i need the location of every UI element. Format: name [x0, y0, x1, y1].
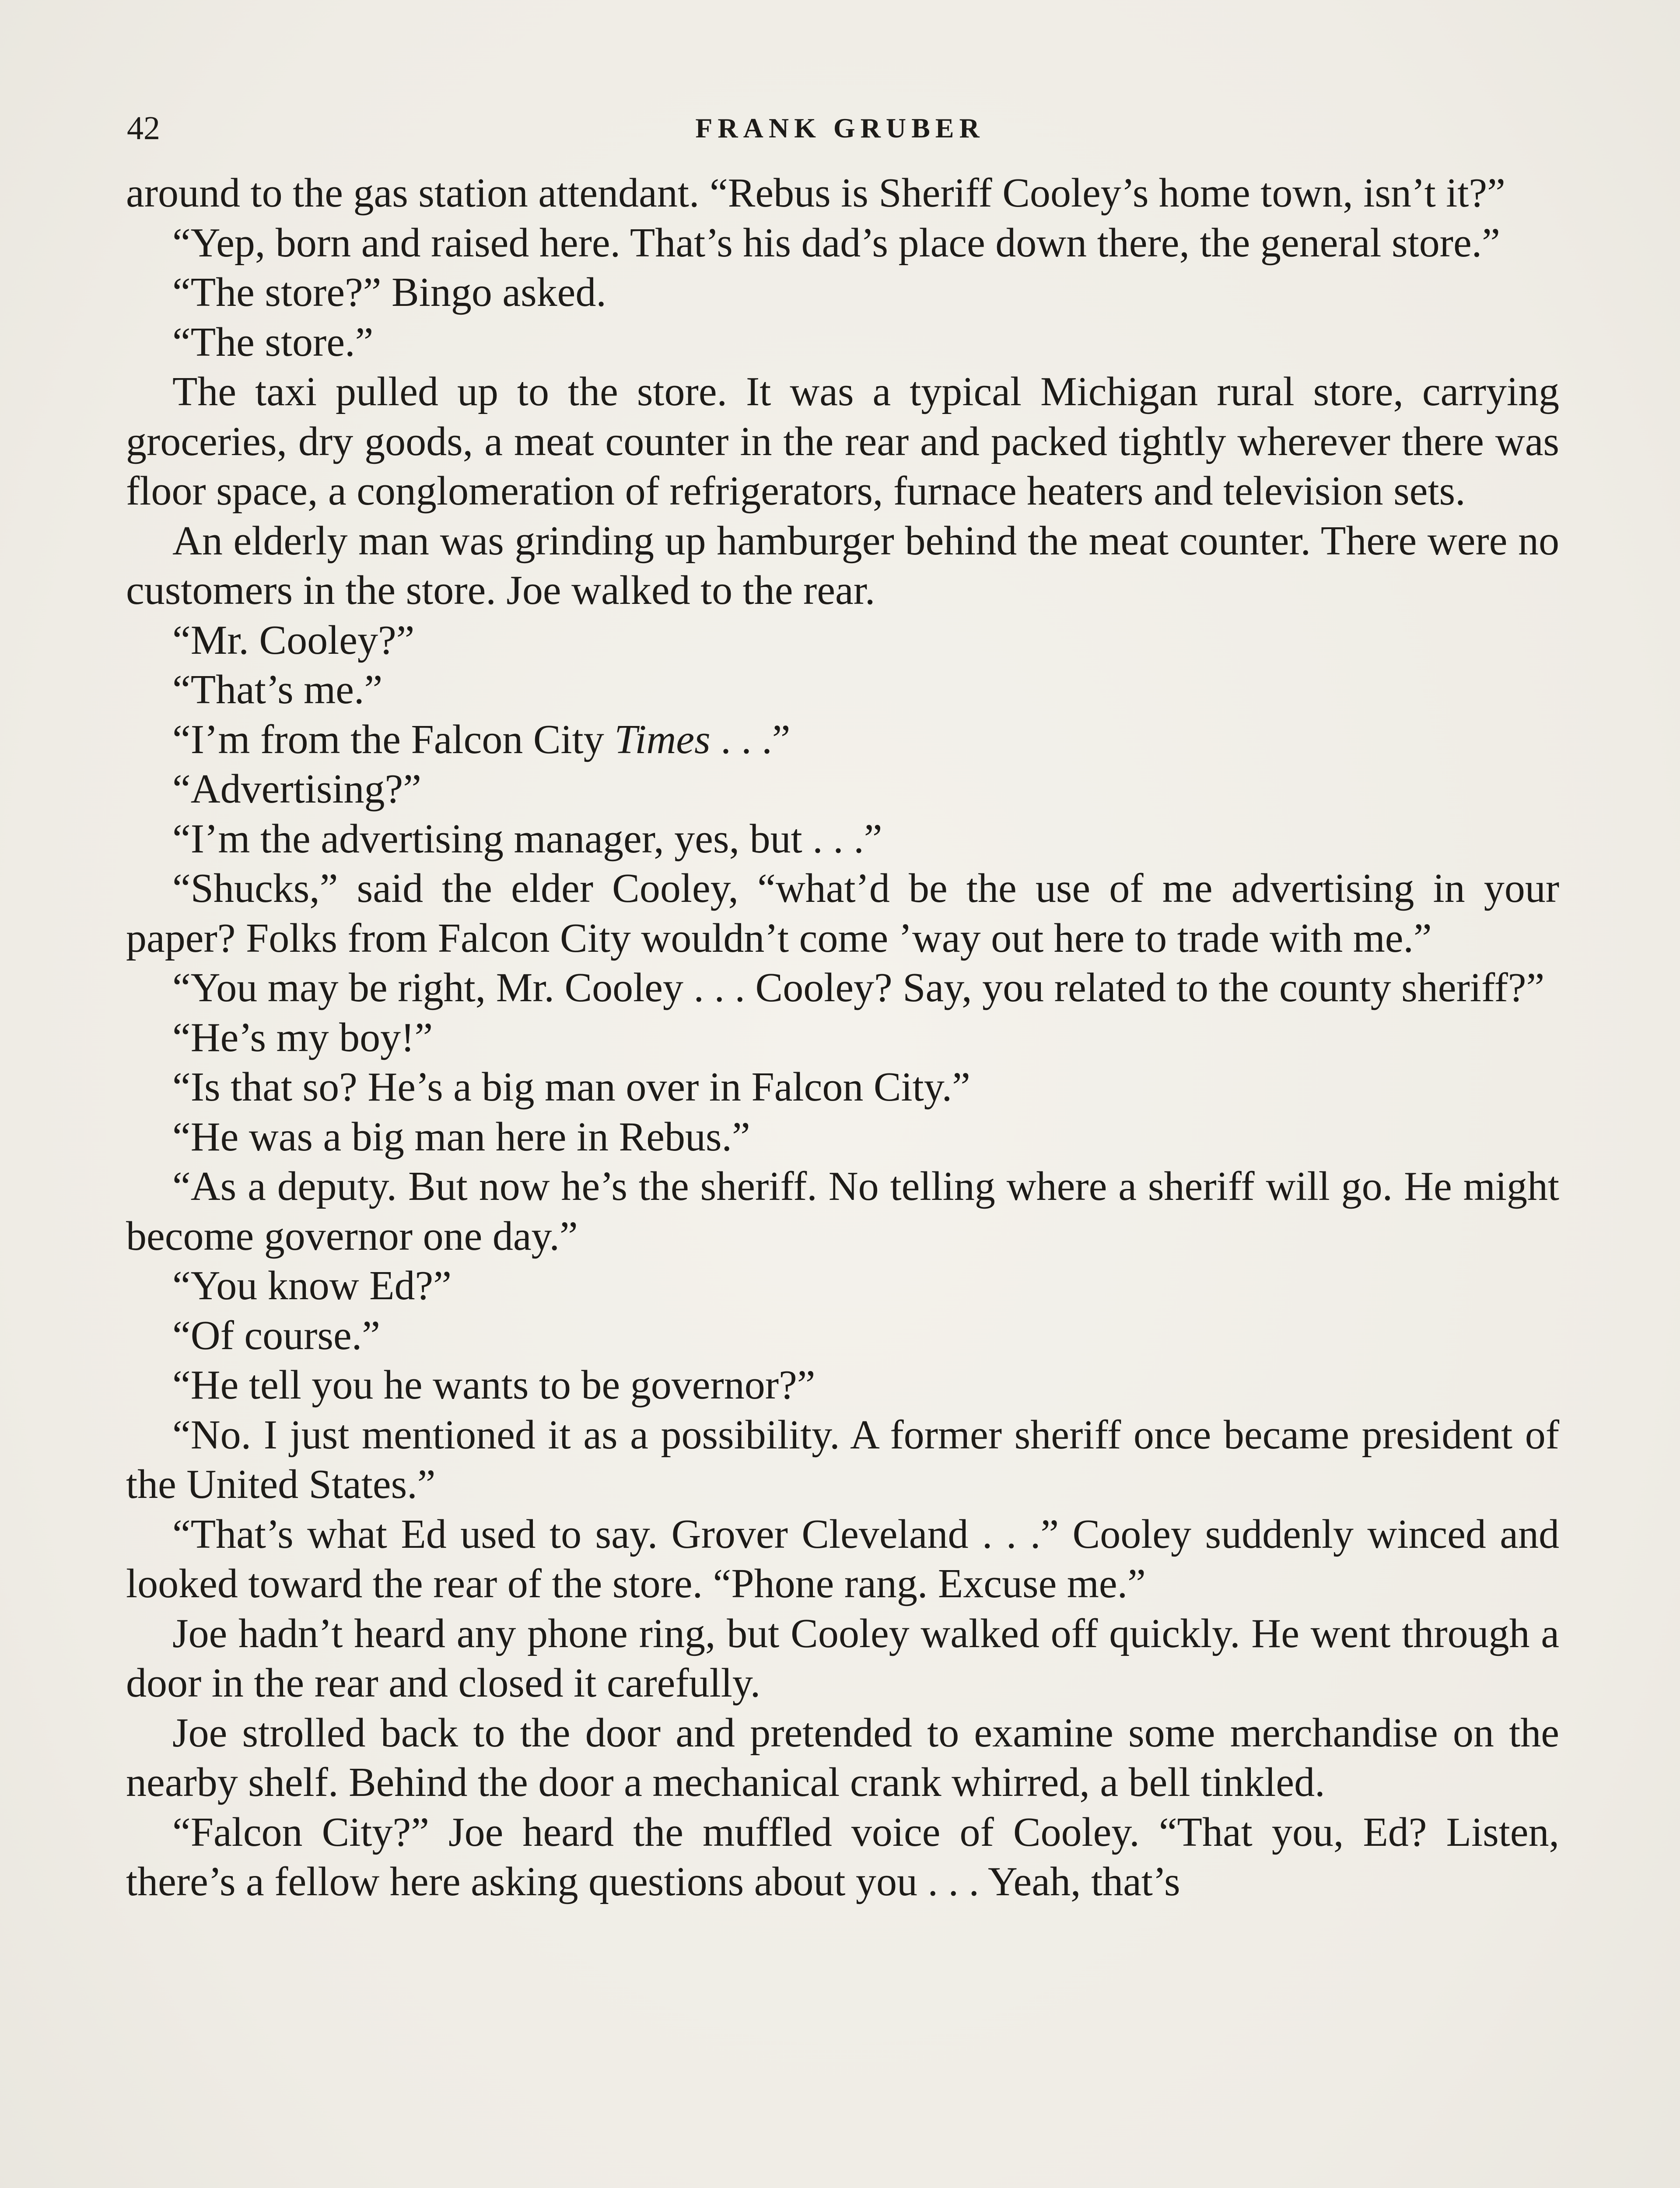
- paragraph: “He was a big man here in Rebus.”: [172, 1114, 750, 1160]
- text-span: . . .”: [710, 716, 791, 762]
- paragraph: “The store?” Bingo asked.: [172, 270, 606, 315]
- paragraph: [126, 715, 1559, 765]
- paragraph: “Shucks,” said the elder Cooley, “what’d be the use of me advertising in your paper? Folks from Falcon City wouldn’t come ’way out here to trade with me.”: [126, 866, 1559, 961]
- paragraph: “That’s me.”: [172, 667, 383, 712]
- paragraph: “I’m the advertising manager, yes, but . . .”: [172, 816, 882, 862]
- paragraph: “Is that so? He’s a big man over in Falcon City.”: [172, 1064, 970, 1110]
- paragraph: “The store.”: [172, 319, 374, 365]
- running-head: FRANK GRUBER: [695, 112, 985, 144]
- paragraph: “You may be right, Mr. Cooley . . . Cooley? Say, you related to the county sheriff?”: [172, 965, 1545, 1010]
- paragraph: Joe strolled back to the door and pretended to examine some merchandise on the nearby shelf. Behind the door a mechanical crank whirred, a bell tinkled.: [126, 1710, 1559, 1805]
- paragraph: “He’s my boy!”: [172, 1014, 433, 1060]
- paragraph: around to the gas station attendant. “Rebus is Sheriff Cooley’s home town, isn’t it?”: [126, 170, 1505, 216]
- newspaper-title: Times: [614, 716, 710, 762]
- paragraph: “Mr. Cooley?”: [172, 617, 415, 663]
- paragraph: “Of course.”: [172, 1312, 380, 1358]
- paragraph: “As a deputy. But now he’s the sheriff. No telling where a sheriff will go. He might become governor one day.”: [126, 1164, 1559, 1259]
- paragraph: “He tell you he wants to be governor?”: [172, 1362, 816, 1408]
- paragraph: “Yep, born and raised here. That’s his dad’s place down there, the general store.”: [172, 220, 1500, 266]
- text-span: “I’m from the Falcon City: [172, 716, 615, 762]
- page-number: 42: [127, 110, 160, 147]
- paragraph: “You know Ed?”: [172, 1263, 452, 1308]
- page-header: [127, 104, 1553, 152]
- paragraph: “That’s what Ed used to say. Grover Cleveland . . .” Cooley suddenly winced and looked toward the rear of the store. “Phone rang. Excuse me.”: [126, 1511, 1559, 1606]
- paragraph: Joe hadn’t heard any phone ring, but Cooley walked off quickly. He went through a door in the rear and closed it carefully.: [126, 1610, 1559, 1706]
- body-text: [126, 168, 1559, 1907]
- paragraph: The taxi pulled up to the store. It was a typical Michigan rural store, carrying groceries, dry goods, a meat counter in the rear and packed tightly wherever there was floor space, a conglomeration of refrigerators, furnace heaters and television sets.: [126, 369, 1559, 514]
- paragraph: An elderly man was grinding up hamburger behind the meat counter. There were no customers in the store. Joe walked to the rear.: [126, 518, 1559, 613]
- paragraph: “Advertising?”: [172, 766, 422, 812]
- paragraph: “No. I just mentioned it as a possibility. A former sheriff once became president of the United States.”: [126, 1412, 1559, 1507]
- paragraph: “Falcon City?” Joe heard the muffled voice of Cooley. “That you, Ed? Listen, there’s a fellow here asking questions about you . . . Yeah, that’s: [126, 1809, 1559, 1904]
